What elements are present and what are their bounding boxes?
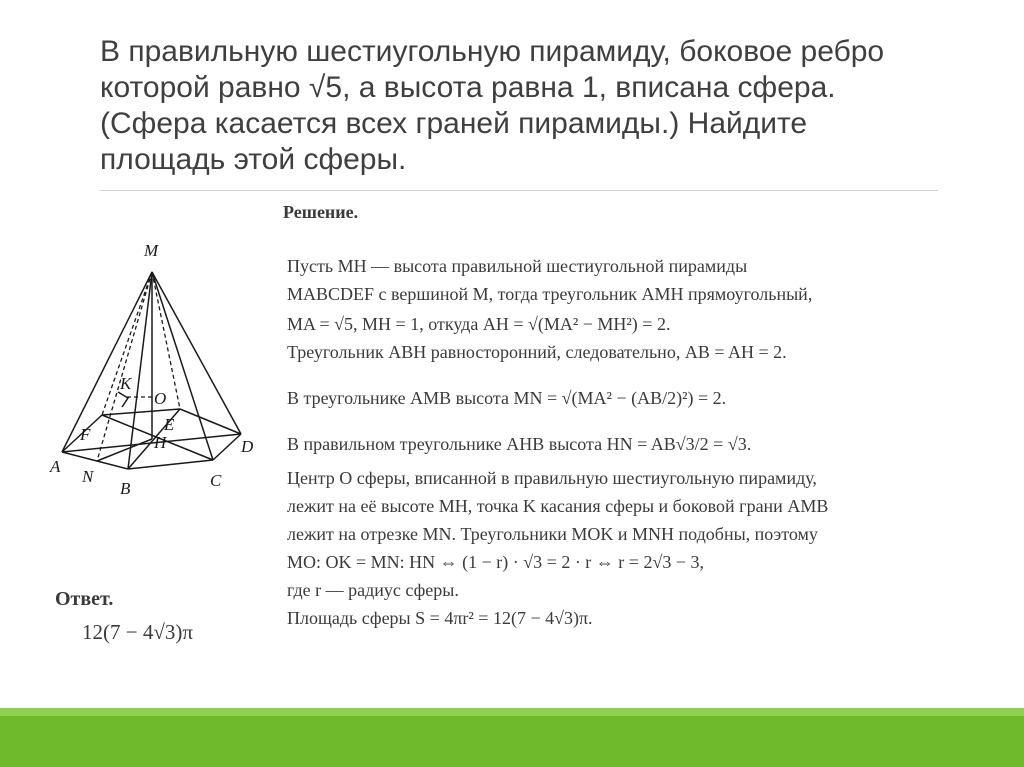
footer-accent-bar — [0, 708, 1024, 716]
solution-line-1: Пусть MH — высота правильной шестиугольной пирамиды — [287, 256, 748, 276]
solution-line-6: В правильном треугольнике AHB высота HN = AB√3/2 = √3. — [287, 434, 752, 454]
answer-label: Ответ. — [55, 588, 114, 610]
solution-line-11: где r — радиус сферы. — [287, 580, 459, 600]
problem-line-3: (Сфера касается всех граней пирамиды.) Найдите — [100, 107, 808, 140]
label-O: O — [154, 389, 167, 408]
problem-line-1: В правильную шестиугольную пирамиду, боковое ребро — [100, 35, 885, 68]
solution-line-9: лежит на отрезке MN. Треугольники MOK и MNH подобны, поэтому — [287, 524, 818, 544]
label-N: N — [82, 467, 94, 486]
solution-line-12: Площадь сферы S = 4πr² = 12(7 − 4√3)π. — [287, 608, 593, 628]
pyramid-figure — [40, 232, 272, 502]
label-M: M — [144, 241, 159, 260]
solution-line-8: лежит на её высоте МН, точка K касания сферы и боковой грани AMB — [287, 496, 829, 516]
solution-line-10: MO: OK = MN: HN ⇔ (1 − r) · √3 = 2 · r ⇔ r = 2√3 − 3, — [287, 552, 704, 572]
label-E: E — [164, 415, 175, 434]
solution-line-3: MA = √5, MH = 1, откуда AH = √(MA² − MH²) = 2. — [287, 314, 671, 334]
label-C: C — [210, 471, 222, 490]
label-F: F — [80, 425, 91, 444]
label-H: H — [154, 433, 167, 452]
problem-statement — [100, 34, 945, 178]
solution-line-4: Треугольник ABH равносторонний, следовательно, AB = AH = 2. — [287, 342, 787, 362]
problem-line-4: площадь этой сферы. — [100, 143, 407, 176]
label-D: D — [241, 437, 254, 456]
solution-line-7: Центр O сферы, вписанной в правильную шестиугольную пирамиду, — [287, 468, 817, 488]
title-divider — [100, 190, 938, 191]
solution-line-2: MABCDEF с вершиной M, тогда треугольник AMH прямоугольный, — [287, 284, 813, 304]
answer-value: 12(7 − 4√3)π — [82, 620, 193, 644]
solution-heading: Решение. — [283, 202, 359, 222]
pyramid-diagram — [40, 232, 272, 502]
label-B: B — [120, 479, 131, 498]
solution-line-5: В треугольнике AMB высота MN = √(MA² − (AB/2)²) = 2. — [287, 388, 727, 408]
label-K: K — [120, 374, 132, 393]
label-A: A — [50, 457, 61, 476]
problem-line-2: которой равно √5, а высота равна 1, вписана сфера. — [100, 71, 836, 104]
solution-block — [283, 202, 1003, 628]
footer-bar — [0, 716, 1024, 767]
